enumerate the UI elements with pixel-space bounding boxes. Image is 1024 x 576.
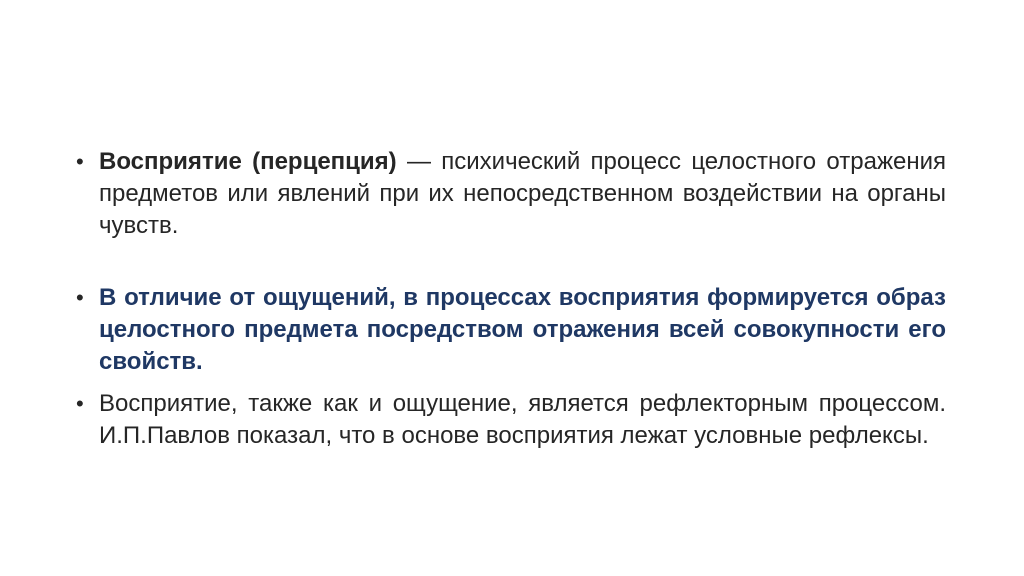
bullet-definition <box>76 146 946 242</box>
distinction-text: В отличие от ощущений, в процессах восприятия формируется образ целостного предмета посредством отражения всей совокупности его свойств. <box>99 284 946 375</box>
bullet-marker: • <box>76 149 84 174</box>
definition-term: Восприятие (перцепция) <box>99 148 397 175</box>
bullet-reflex <box>76 388 946 452</box>
bullet-marker: • <box>76 391 84 416</box>
bullet-marker: • <box>76 285 84 310</box>
bullet-list <box>76 146 946 452</box>
bullet-distinction <box>76 282 946 378</box>
definition-text: — психический процесс целостного отражения предметов или явлений при их непосредственном воздействии на органы чувств. <box>99 148 946 239</box>
reflex-text: Восприятие, также как и ощущение, является рефлекторным процессом. И.П.Павлов показал, что в основе восприятия лежат условные рефлексы. <box>99 390 946 449</box>
